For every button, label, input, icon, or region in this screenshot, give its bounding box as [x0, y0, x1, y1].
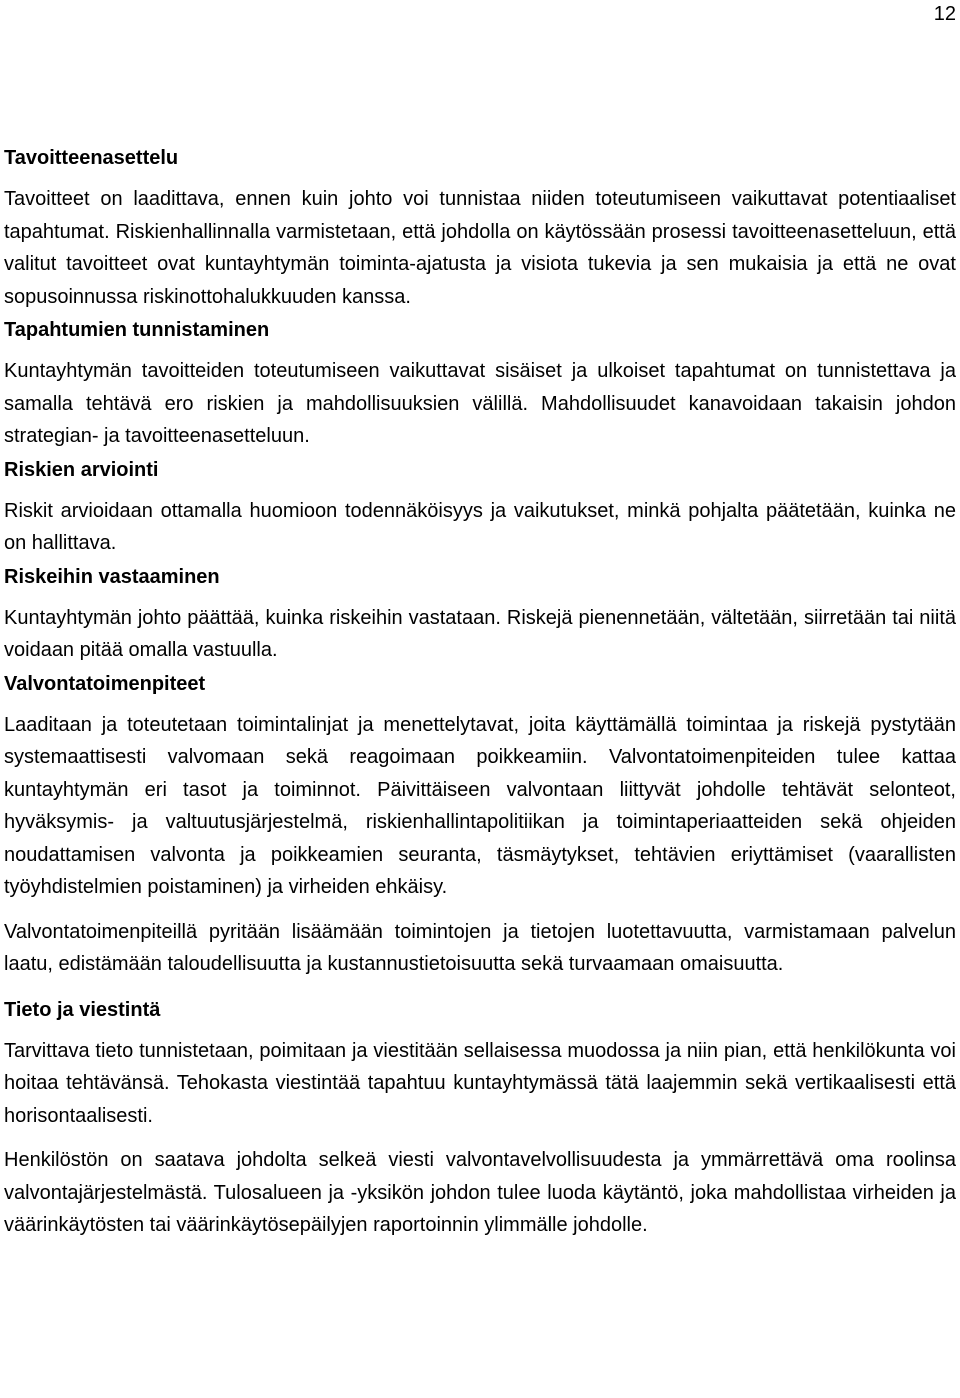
document-body [4, 143, 956, 1242]
section-paragraph: Laaditaan ja toteutetaan toimintalinjat ja menettelytavat, joita käyttämällä toimintaa ja riskejä pystytään systemaattisesti valvomaan sekä reagoimaan poikkeamiin. Valvontatoimenpiteiden tulee kattaa kuntayhtymän eri tasot ja toiminnot. Päivittäiseen valvontaan liittyvät johdolle tehtävät selonteot, hyväksymis- ja valtuutusjärjestelmä, riskienhallintapolitiikan ja toimintaperiaatteiden sekä ohjeiden noudattamisen valvonta ja poikkeamien seuranta, täsmäytykset, tehtävien eriyttämiset (vaarallisten työyhdistelmien poistaminen) ja virheiden ehkäisy. [4, 713, 956, 898]
page-number: 12 [933, 3, 956, 25]
section-heading-tapahtumien-tunnistaminen: Tapahtumien tunnistaminen [4, 319, 270, 341]
section-heading-valvontatoimenpiteet: Valvontatoimenpiteet [4, 672, 206, 695]
section-heading-riskeihin-vastaaminen: Riskeihin vastaaminen [4, 565, 220, 588]
section-paragraph: Henkilöstön on saatava johdolta selkeä viesti valvontavelvollisuudesta ja ymmärrettävä oma roolinsa valvontajärjestelmästä. Tulosalueen ja -yksikön johdon tulee luoda käytäntö, joka mahdollistaa virheiden ja väärinkäytösten tai väärinkäytösepäilyjen raportoinnin ylimmälle johdolle. [4, 1149, 956, 1236]
section-paragraph: Tarvittava tieto tunnistetaan, poimitaan ja viestitään sellaisessa muodossa ja niin pian, että henkilökunta voi hoitaa tehtävänsä. Tehokasta viestintää tapahtuu kuntayhtymässä tätä laajemmin sekä vertikaalisesti että horisontaalisesti. [4, 1039, 956, 1127]
section-heading-tieto-ja-viestinta: Tieto ja viestintä [4, 998, 161, 1021]
section-paragraph: Kuntayhtymän tavoitteiden toteutumiseen vaikuttavat sisäiset ja ulkoiset tapahtumat on tunnistettava ja samalla tehtävä ero riskien ja mahdollisuuksien välillä. Mahdollisuudet kanavoidaan takaisin johdon strategian- ja tavoitteenasetteluun. [4, 360, 956, 447]
section-heading-tavoitteenasettelu: Tavoitteenasettelu [4, 147, 179, 169]
section-heading-riskien-arviointi: Riskien arviointi [4, 458, 159, 481]
section-paragraph: Riskit arvioidaan ottamalla huomioon todennäköisyys ja vaikutukset, minkä pohjalta päätetään, kuinka ne on hallittava. [4, 499, 956, 554]
section-paragraph: Kuntayhtymän johto päättää, kuinka riskeihin vastataan. Riskejä pienennetään, vältetään, siirretään tai niitä voidaan pitää omalla vastuulla. [4, 606, 956, 661]
section-paragraph: Tavoitteet on laadittava, ennen kuin johto voi tunnistaa niiden toteutumiseen vaikuttavat potentiaaliset tapahtumat. Riskienhallinnalla varmistetaan, että johdolla on käytössään prosessi tavoitteenasetteluun, että valitut tavoitteet ovat kuntayhtymän toiminta-ajatusta ja visiota tukevia ja sen mukaisia ja että ne ovat sopusoinnussa riskinottohalukkuuden kanssa. [4, 188, 956, 308]
section-paragraph: Valvontatoimenpiteillä pyritään lisäämään toimintojen ja tietojen luotettavuutta, varmistamaan palvelun laatu, edistämään taloudellisuutta ja kustannustietoisuutta sekä turvaamaan omaisuutta. [4, 920, 956, 975]
